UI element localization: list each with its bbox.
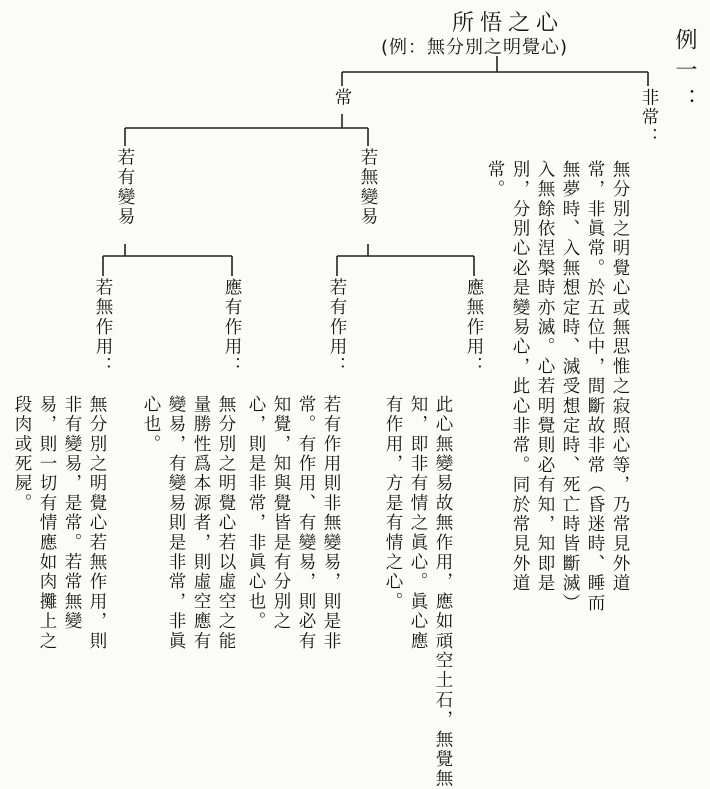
example-label: 例一：	[672, 28, 697, 118]
leaf-ying-you-text: 無分別之明覺心若以虛空之能 量勝性爲本源者，則虛空應有 變易，有變易則是非常，非眞 心也。	[141, 395, 236, 652]
branch-chang: 常	[332, 88, 352, 108]
root-title: 所悟之心	[452, 11, 565, 36]
leaf-ruoyou-zuoyong-text: 若有作用則非無變易，則是非 常。有作用、有變易，則必有 知覺，知與覺皆是有分別之 心，則是非常，非眞心也。	[246, 395, 341, 652]
leaf-ruowu-zuoyong-label: 若無作用：	[93, 278, 113, 377]
leaf-ying-wu-label: 應無作用：	[464, 278, 484, 377]
leaf-ying-wu-text: 此心無變易故無作用，應如頑空土石，無覺無 知，即非有情之眞心。眞心應 有作用，方是有情之心。	[383, 395, 453, 789]
root-example: (例：無分別之明覺心)	[381, 37, 569, 58]
leaf-ying-you-label: 應有作用：	[222, 278, 242, 377]
branch-ruowu-bianyi: 若無變易	[358, 148, 378, 227]
leaf-ruoyou-zuoyong-label: 若有作用：	[327, 278, 347, 377]
branch-feichang-label: 非常：	[639, 88, 659, 148]
leaf-ruowu-zuoyong-text: 無分別之明覺心若無作用，則 非有變易，是常。若常無變 易，則一切有情應如肉攤上之 段肉或死屍。	[12, 395, 107, 652]
branch-ruoyou-bianyi: 若有變易	[115, 148, 135, 227]
branch-feichang-text: 無分別之明覺心或無思惟之寂照心等，乃常見外道 常，非眞常。於五位中，間斷故非常（昏迷時、睡而 無夢時、入無想定時、滅受想定時、死亡時皆斷滅） 入無餘依涅槃時亦滅。心若明覺則必有知，知即是 別，分別心必是變易心，此心非常。同於常見外道 常。	[485, 160, 630, 614]
